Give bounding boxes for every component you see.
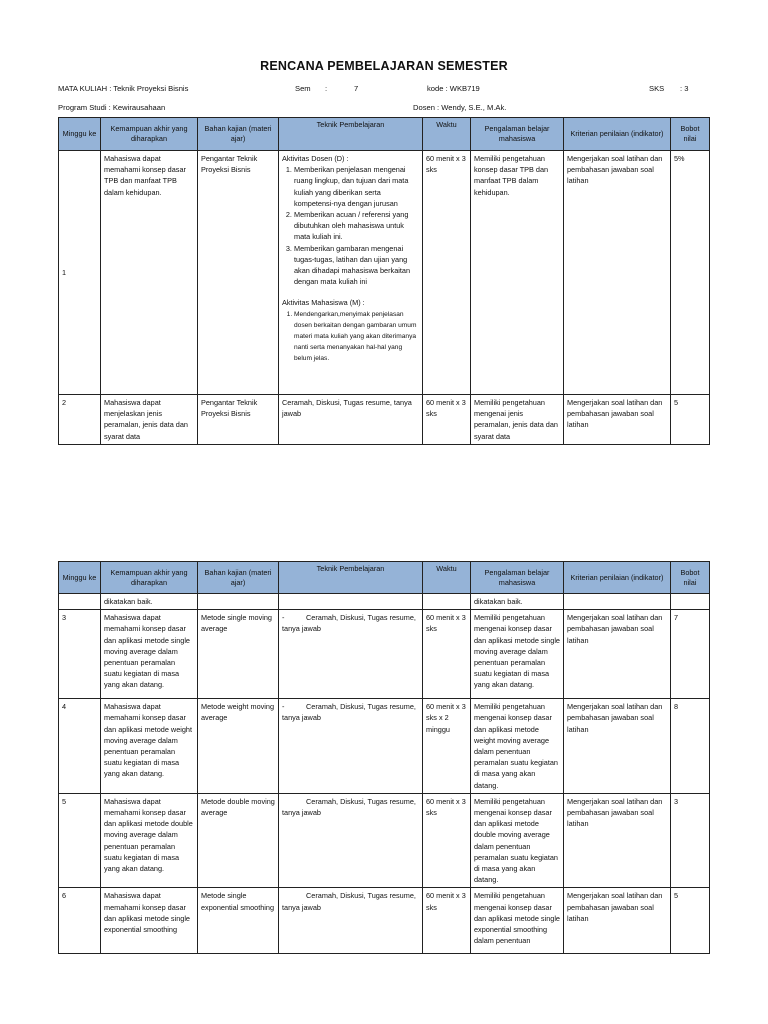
cell-minggu: 1 <box>59 151 101 395</box>
header-bahan: Bahan kajian (materi ajar) <box>198 562 279 594</box>
page-title: RENCANA PEMBELAJARAN SEMESTER <box>260 59 508 73</box>
cell-bahan: Metode single moving average <box>198 610 279 699</box>
sks-label: SKS <box>649 84 665 93</box>
cell-kemampuan: Mahasiswa dapat menjelaskan jenis peramalan, jenis data dan syarat data <box>101 395 198 445</box>
cell-bahan: Metode double moving average <box>198 793 279 888</box>
cell-teknik <box>279 793 423 888</box>
header-bahan: Bahan kajian (materi ajar) <box>198 118 279 151</box>
cell-pengalaman: Memiliki pengetahuan konsep dasar TPB dan manfaat TPB dalam kehidupan. <box>471 151 564 395</box>
header-kemampuan: Kemampuan akhir yang diharapkan <box>101 562 198 594</box>
sks-value: : 3 <box>680 84 689 93</box>
teknik-text: Ceramah, Diskusi, Tugas resume, tanya jawab <box>282 796 416 818</box>
cell-pengalaman: Memiliki pengetahuan mengenai konsep dasar dan aplikasi metode single moving average dalam penentuan peramalan suatu kegiatan di masa yang akan datang. <box>471 610 564 699</box>
cell-waktu: 60 menit x 3 sks <box>423 888 471 954</box>
cell-kemampuan: Mahasiswa dapat memahami konsep dasar dan aplikasi metode single moving average dalam penentuan peramalan suatu kegiatan di masa yang akan datang. <box>101 610 198 699</box>
dash-marker: - <box>282 702 285 712</box>
list-item: 2. Memberikan acuan / referensi yang dibutuhkan oleh mahasiswa untuk mata kuliah ini. <box>294 209 419 243</box>
cell-teknik <box>279 151 423 395</box>
cell-kemampuan: Mahasiswa dapat memahami konsep dasar TPB dan manfaat TPB dalam kehidupan. <box>101 151 198 395</box>
list-item: 1. Mendengarkan,menyimak penjelasan dosen berkaitan dengan gambaran umum materi mata kuliah yang akan diterimanya nanti serta menanyakan hal-hal yang belum jelas. <box>294 309 419 365</box>
cell-kriteria: Mengerjakan soal latihan dan pembahasan jawaban soal latihan <box>564 793 671 888</box>
header-minggu: Minggu ke <box>59 562 101 594</box>
cell-pengalaman: Memiliki pengetahuan mengenai konsep dasar dan aplikasi metode single exponential smoothing dalam penentuan <box>471 888 564 954</box>
cell-minggu: 4 <box>59 699 101 794</box>
cell-teknik <box>279 699 423 794</box>
header-teknik: Teknik Pembelajaran <box>279 562 423 594</box>
cell-bobot: 7 <box>671 610 710 699</box>
table-header <box>59 118 710 151</box>
table-row <box>59 151 710 395</box>
aktivitas-dosen-list <box>282 164 419 287</box>
cell-kriteria: Mengerjakan soal latihan dan pembahasan jawaban soal latihan <box>564 151 671 395</box>
header-waktu: Waktu <box>423 562 471 594</box>
cell-minggu: 5 <box>59 793 101 888</box>
table-row <box>59 888 710 954</box>
sem-value: 7 <box>354 84 359 93</box>
aktivitas-mahasiswa-list <box>282 309 419 365</box>
cell-pengalaman: Memiliki pengetahuan mengenai konsep dasar dan aplikasi metode double moving average dalam penentuan peramalan suatu kegiatan di masa yang akan datang. <box>471 793 564 888</box>
header-bobot: Bobot nilai <box>671 118 710 151</box>
teknik-text: Ceramah, Diskusi, Tugas resume, tanya jawab <box>282 891 416 912</box>
cell-waktu: 60 menit x 3 sks x 2 minggu <box>423 699 471 794</box>
cell-bahan: Metode weight moving average <box>198 699 279 794</box>
cell-teknik <box>279 610 423 699</box>
teknik-text: Ceramah, Diskusi, Tugas resume, tanya jawab <box>282 613 416 634</box>
table-row <box>59 610 710 699</box>
cell-pengalaman: Memiliki pengetahuan mengenai jenis peramalan, jenis data dan syarat data <box>471 395 564 445</box>
cell-kemampuan: dikatakan baik. <box>101 594 198 610</box>
table-row <box>59 395 710 445</box>
cell-minggu: 2 <box>59 395 101 445</box>
cell-minggu: 6 <box>59 888 101 954</box>
cell-bobot: 8 <box>671 699 710 794</box>
cell-kriteria: Mengerjakan soal latihan dan pembahasan jawaban soal latihan <box>564 699 671 794</box>
cell-kemampuan: Mahasiswa dapat memahami konsep dasar dan aplikasi metode weight moving average dalam penentuan peramalan suatu kegiatan di masa yang akan datang. <box>101 699 198 794</box>
cell-bahan: Pengantar Teknik Proyeksi Bisnis <box>198 395 279 445</box>
cell-teknik: Ceramah, Diskusi, Tugas resume, tanya jawab <box>279 395 423 445</box>
header-bobot: Bobot nilai <box>671 562 710 594</box>
program-studi: Program Studi : Kewirausahaan <box>58 103 166 112</box>
sem-colon: : <box>325 84 328 93</box>
cell-bobot: 3 <box>671 793 710 888</box>
cell-waktu: 60 menit x 3 sks <box>423 151 471 395</box>
mata-kuliah: MATA KULIAH : Teknik Proyeksi Bisnis <box>58 84 189 93</box>
table-row <box>59 793 710 888</box>
dosen: Dosen : Wendy, S.E., M.Ak. <box>413 103 507 112</box>
cell-teknik <box>279 888 423 954</box>
cell-kriteria: Mengerjakan soal latihan dan pembahasan jawaban soal latihan <box>564 888 671 954</box>
cell-bobot: 5 <box>671 395 710 445</box>
table-row-continuation <box>59 594 710 610</box>
cell-bahan: Pengantar Teknik Proyeksi Bisnis <box>198 151 279 395</box>
list-item: 3. Memberikan gambaran mengenai tugas-tugas, latihan dan ujian yang akan dihadapi mahasiswa berkaitan dengan mata kuliah ini <box>294 243 419 288</box>
cell-waktu: 60 menit x 3 sks <box>423 610 471 699</box>
header-pengalaman: Pengalaman belajar mahasiswa <box>471 562 564 594</box>
table-row <box>59 699 710 794</box>
dash-marker: - <box>282 613 285 623</box>
cell-waktu: 60 menit x 3 sks <box>423 395 471 445</box>
cell-kemampuan: Mahasiswa dapat memahami konsep dasar dan aplikasi metode double moving average dalam penentuan peramalan suatu kegiatan di masa yang akan datang. <box>101 793 198 888</box>
header-waktu: Waktu <box>423 118 471 151</box>
cell-pengalaman: Memiliki pengetahuan mengenai konsep dasar dan aplikasi metode weight moving average dalam penentuan peramalan suatu kegiatan di masa yang akan datang. <box>471 699 564 794</box>
sem-label: Sem <box>295 84 311 93</box>
header-kemampuan: Kemampuan akhir yang diharapkan <box>101 118 198 151</box>
cell-kriteria: Mengerjakan soal latihan dan pembahasan jawaban soal latihan <box>564 610 671 699</box>
table-header <box>59 562 710 594</box>
header-teknik: Teknik Pembelajaran <box>279 118 423 151</box>
cell-bobot: 5% <box>671 151 710 395</box>
rps-table-1 <box>58 117 710 445</box>
aktivitas-mahasiswa-title: Aktivitas Mahasiswa (M) : <box>282 298 365 308</box>
cell-waktu: 60 menit x 3 sks <box>423 793 471 888</box>
cell-kemampuan: Mahasiswa dapat memahami konsep dasar dan aplikasi metode single exponential smoothing <box>101 888 198 954</box>
cell-kriteria: Mengerjakan soal latihan dan pembahasan jawaban soal latihan <box>564 395 671 445</box>
cell-bahan: Metode single exponential smoothing <box>198 888 279 954</box>
header-pengalaman: Pengalaman belajar mahasiswa <box>471 118 564 151</box>
header-minggu: Minggu ke <box>59 118 101 151</box>
header-kriteria: Kriterian penilaian (indikator) <box>564 118 671 151</box>
cell-pengalaman: dikatakan baik. <box>471 594 564 610</box>
aktivitas-dosen-title: Aktivitas Dosen (D) : <box>282 154 349 163</box>
rps-table-2 <box>58 561 710 954</box>
list-item: 1. Memberikan penjelasan mengenai ruang lingkup, dan tujuan dari mata kuliah yang diberikan serta kompetensi-nya dengan jurusan <box>294 164 419 209</box>
teknik-text: Ceramah, Diskusi, Tugas resume, tanya jawab <box>282 702 416 723</box>
header-kriteria: Kriterian penilaian (indikator) <box>564 562 671 594</box>
cell-minggu: 3 <box>59 610 101 699</box>
cell-bobot: 5 <box>671 888 710 954</box>
kode: kode : WKB719 <box>427 84 480 93</box>
